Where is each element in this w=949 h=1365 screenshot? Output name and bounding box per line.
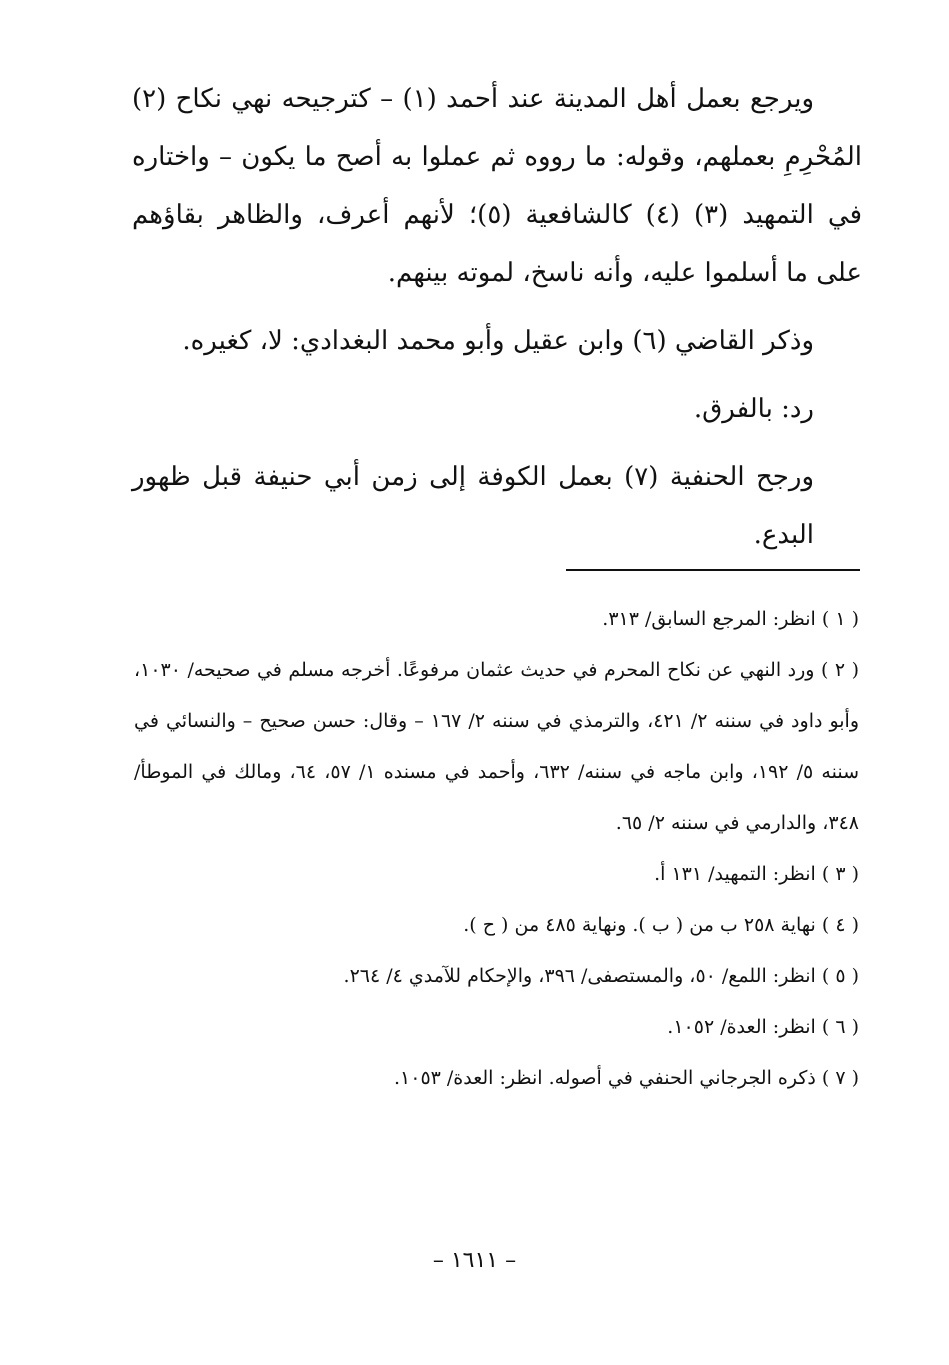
paragraph-3: رد: بالفرق.: [693, 394, 814, 424]
paragraph-4: ورجح الحنفية (٧) بعمل الكوفة إلى زمن أبي حنيفة قبل ظهور البدع.: [132, 462, 814, 550]
footnote-5: ( ٥ ) انظر: اللمع/ ٥٠، والمستصفى/ ٣٩٦، والإحكام للآمدي ٤/ ٢٦٤.: [343, 965, 859, 987]
paragraph-1: ويرجع بعمل أهل المدينة عند أحمد (١) – كترجيحه نهي نكاح (٢) المُحْرِمِ بعملهم، وقوله: ما رووه ثم عملوا به أصح ما يكون – واختاره في التمهيد (٣) (٤) كالشافعية (٥)؛ لأنهم أعرف، والظاهر بقاؤهم على ما أسلموا عليه، وأنه ناسخ، لموته بينهم.: [132, 84, 862, 288]
footnotes: [134, 594, 859, 1104]
footnote-separator: [566, 569, 860, 571]
footnote-6: ( ٦ ) انظر: العدة/ ١٠٥٢.: [667, 1016, 859, 1038]
paragraph-2: وذكر القاضي (٦) وابن عقيل وأبو محمد البغدادي: لا، كغيره.: [182, 326, 814, 356]
footnote-3: ( ٣ ) انظر: التمهيد/ ١٣١ أ.: [654, 863, 859, 885]
page-number: – ١٦١١ –: [432, 1248, 517, 1273]
footnote-1: ( ١ ) انظر: المرجع السابق/ ٣١٣.: [602, 608, 859, 630]
main-text: [132, 70, 862, 564]
footnote-2: ( ٢ ) ورد النهي عن نكاح المحرم في حديث عثمان مرفوعًا. أخرجه مسلم في صحيحه/ ١٠٣٠، وأبو داود في سننه ٢/ ٤٢١، والترمذي في سننه ٢/ ١٦٧ – وقال: حسن صحيح – والنسائي في سننه ٥/ ١٩٢، وابن ماجه في سننه/ ٦٣٢، وأحمد في مسنده ١/ ٥٧، ٦٤، ومالك في الموطأ/ ٣٤٨، والدارمي في سننه ٢/ ٦٥.: [134, 659, 860, 834]
footnote-7: ( ٧ ) ذكره الجرجاني الحنفي في أصوله. انظر: العدة/ ١٠٥٣.: [393, 1067, 859, 1089]
footnote-4: ( ٤ ) نهاية ٢٥٨ ب من ( ب ). ونهاية ٤٨٥ من ( ح ).: [463, 914, 859, 936]
